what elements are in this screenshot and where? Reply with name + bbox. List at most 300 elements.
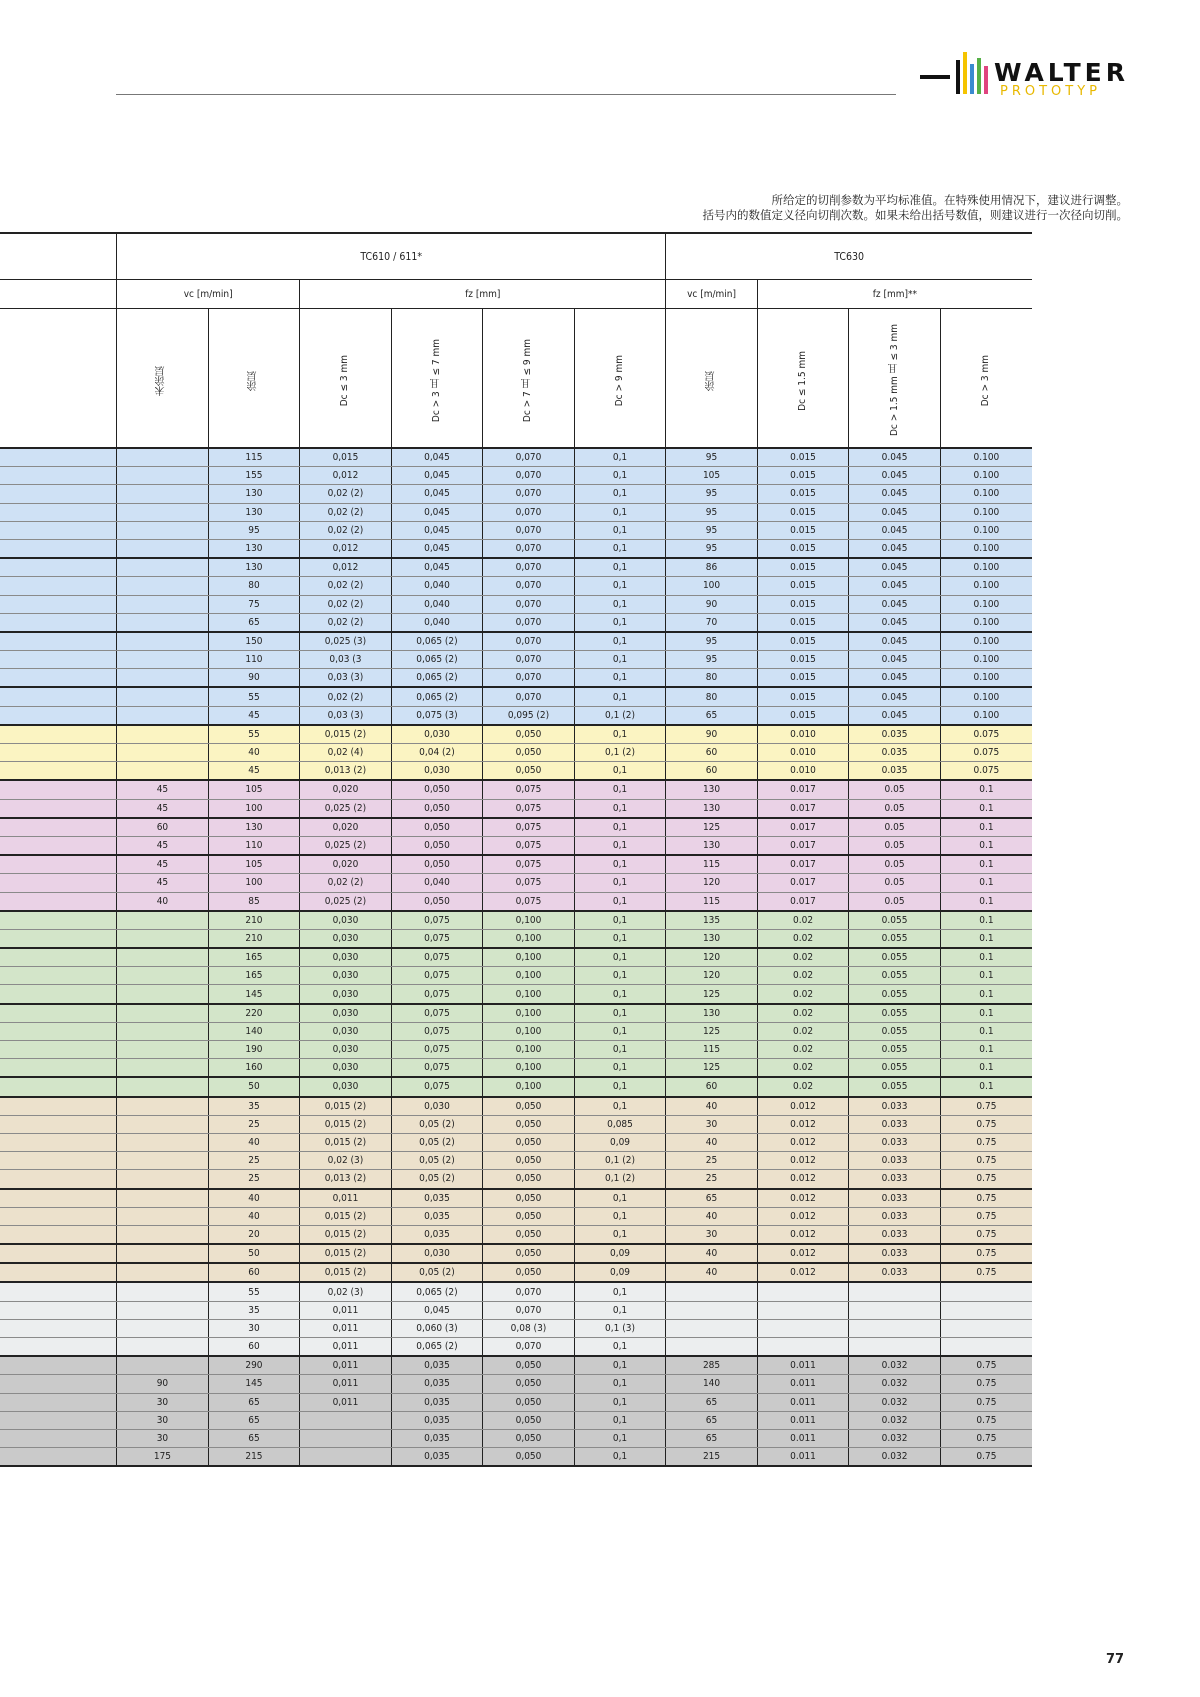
material-group-cell xyxy=(0,669,117,688)
table-cell: 0.055 xyxy=(849,1077,941,1096)
table-cell xyxy=(117,1189,209,1208)
table-cell: 155 xyxy=(208,467,300,485)
table-cell: 0.012 xyxy=(757,1115,849,1133)
table-row xyxy=(0,577,1032,595)
table-cell: 0.045 xyxy=(849,706,941,725)
table-cell: 65 xyxy=(666,706,758,725)
table-cell: 130 xyxy=(208,503,300,521)
material-group-cell xyxy=(0,1263,117,1282)
material-group-cell xyxy=(0,1225,117,1244)
table-cell xyxy=(849,1338,941,1357)
table-cell: 0,075 xyxy=(391,1022,483,1040)
table-cell: 95 xyxy=(666,521,758,539)
table-cell: 0,075 xyxy=(391,1041,483,1059)
table-cell: 0.035 xyxy=(849,744,941,762)
table-row xyxy=(0,485,1032,503)
table-cell: 115 xyxy=(666,1041,758,1059)
table-cell: 0,050 xyxy=(483,1411,575,1429)
material-group-cell xyxy=(0,1375,117,1393)
table-cell: 0,050 xyxy=(483,1429,575,1447)
table-cell: 0,1 xyxy=(574,558,666,577)
table-cell: 95 xyxy=(666,632,758,651)
table-cell: 40 xyxy=(666,1244,758,1263)
table-row xyxy=(0,948,1032,967)
table-cell: 40 xyxy=(666,1207,758,1225)
table-row xyxy=(0,632,1032,651)
table-cell: 0.032 xyxy=(849,1356,941,1375)
table-cell: 0,035 xyxy=(391,1225,483,1244)
table-cell: 0.075 xyxy=(940,725,1032,744)
table-cell xyxy=(117,948,209,967)
table-cell: 0.1 xyxy=(940,1041,1032,1059)
table-row xyxy=(0,613,1032,632)
table-row xyxy=(0,706,1032,725)
table-cell xyxy=(757,1282,849,1301)
table-cell: 0,045 xyxy=(391,467,483,485)
table-cell: 0.02 xyxy=(757,948,849,967)
table-cell: 0,070 xyxy=(483,503,575,521)
table-cell: 0,1 xyxy=(574,669,666,688)
table-cell: 0,045 xyxy=(391,539,483,558)
table-cell: 0,02 (2) xyxy=(300,613,392,632)
table-cell: 0,015 (2) xyxy=(300,1097,392,1116)
table-cell xyxy=(849,1301,941,1319)
table-row xyxy=(0,1375,1032,1393)
table-cell: 0.017 xyxy=(757,836,849,855)
table-cell: 90 xyxy=(666,725,758,744)
table-cell: 0,015 (2) xyxy=(300,1244,392,1263)
material-group-cell xyxy=(0,1059,117,1078)
material-group-cell xyxy=(0,651,117,669)
table-row xyxy=(0,1041,1032,1059)
table-cell xyxy=(117,448,209,467)
table-cell: 0,015 (2) xyxy=(300,725,392,744)
table-cell: 90 xyxy=(208,669,300,688)
table-cell: 0,030 xyxy=(391,1244,483,1263)
table-cell: 0.012 xyxy=(757,1170,849,1189)
table-cell: 65 xyxy=(208,613,300,632)
table-cell: 0.75 xyxy=(940,1375,1032,1393)
table-cell: 0.05 xyxy=(849,874,941,892)
table-cell: 0.015 xyxy=(757,558,849,577)
table-cell: 60 xyxy=(208,1263,300,1282)
table-cell: 0,075 xyxy=(483,836,575,855)
table-cell: 0,070 xyxy=(483,1338,575,1357)
table-cell: 0,025 (2) xyxy=(300,892,392,911)
table-cell: 150 xyxy=(208,632,300,651)
table-cell: 0.02 xyxy=(757,1041,849,1059)
table-cell: 105 xyxy=(208,780,300,799)
table-cell: 130 xyxy=(208,558,300,577)
table-cell xyxy=(757,1319,849,1337)
table-cell: 130 xyxy=(666,780,758,799)
table-cell: 0,1 xyxy=(574,725,666,744)
table-cell xyxy=(117,929,209,948)
table-row xyxy=(0,985,1032,1004)
table-cell xyxy=(757,1338,849,1357)
table-cell: 0,030 xyxy=(300,929,392,948)
material-group-cell xyxy=(0,892,117,911)
material-group-cell xyxy=(0,1319,117,1337)
table-cell: 0,02 (3) xyxy=(300,1152,392,1170)
table-cell: 30 xyxy=(666,1115,758,1133)
table-cell: 25 xyxy=(666,1152,758,1170)
table-cell: 0.75 xyxy=(940,1207,1032,1225)
table-cell: 0.033 xyxy=(849,1225,941,1244)
table-cell: 0,030 xyxy=(300,1041,392,1059)
table-cell: 0.017 xyxy=(757,799,849,818)
table-cell: 40 xyxy=(666,1097,758,1116)
table-cell: 0,075 xyxy=(483,818,575,837)
table-cell: 0.1 xyxy=(940,1004,1032,1023)
table-cell: 0,1 xyxy=(574,1097,666,1116)
table-cell: 0.100 xyxy=(940,613,1032,632)
table-cell xyxy=(666,1319,758,1337)
table-cell: 110 xyxy=(208,836,300,855)
table-cell: 25 xyxy=(666,1170,758,1189)
column-header-label: Dc > 1.5 mm 且 ≤ 3 mm xyxy=(888,324,900,437)
table-cell: 0.015 xyxy=(757,687,849,706)
material-group-cell xyxy=(0,1077,117,1096)
material-group-cell xyxy=(0,1244,117,1263)
table-cell: 130 xyxy=(666,836,758,855)
table-cell: 0.75 xyxy=(940,1170,1032,1189)
table-cell: 60 xyxy=(666,762,758,781)
table-cell: 0,045 xyxy=(391,448,483,467)
table-cell: 0,05 (2) xyxy=(391,1170,483,1189)
table-cell: 0,100 xyxy=(483,967,575,985)
table-cell: 0,100 xyxy=(483,1004,575,1023)
table-cell: 30 xyxy=(117,1411,209,1429)
table-cell xyxy=(666,1338,758,1357)
table-cell: 0.035 xyxy=(849,725,941,744)
material-group-cell xyxy=(0,1356,117,1375)
table-cell: 20 xyxy=(208,1225,300,1244)
table-corner xyxy=(0,233,117,280)
table-cell: 0,065 (2) xyxy=(391,1338,483,1357)
table-cell xyxy=(666,1301,758,1319)
table-cell: 0,050 xyxy=(483,1393,575,1411)
table-cell: 0.012 xyxy=(757,1152,849,1170)
table-cell: 0,065 (2) xyxy=(391,687,483,706)
table-row xyxy=(0,1004,1032,1023)
table-cell: 0,05 (2) xyxy=(391,1263,483,1282)
table-cell: 0,1 xyxy=(574,1338,666,1357)
table-cell xyxy=(117,1004,209,1023)
table-cell: 0.05 xyxy=(849,836,941,855)
material-group-cell xyxy=(0,1170,117,1189)
table-cell: 0.032 xyxy=(849,1393,941,1411)
logo-bar xyxy=(963,52,967,94)
table-cell: 0,050 xyxy=(391,892,483,911)
table-cell xyxy=(117,1022,209,1040)
table-cell: 80 xyxy=(666,669,758,688)
walter-logo xyxy=(920,44,1130,100)
table-cell: 0.011 xyxy=(757,1356,849,1375)
column-header-label: Dc ≤ 1.5 mm xyxy=(797,350,809,411)
column-header xyxy=(391,309,483,449)
table-cell xyxy=(117,911,209,930)
table-row xyxy=(0,467,1032,485)
table-row xyxy=(0,799,1032,818)
table-cell: 0,025 (2) xyxy=(300,799,392,818)
table-cell: 0,011 xyxy=(300,1356,392,1375)
table-cell: 0,075 xyxy=(483,855,575,874)
table-cell: 0,025 (2) xyxy=(300,836,392,855)
table-row xyxy=(0,818,1032,837)
table-cell: 0.75 xyxy=(940,1097,1032,1116)
table-cell: 0,035 xyxy=(391,1356,483,1375)
table-row xyxy=(0,1411,1032,1429)
table-cell: 0,011 xyxy=(300,1319,392,1337)
table-cell: 0,040 xyxy=(391,577,483,595)
table-cell: 95 xyxy=(208,521,300,539)
table-cell: 0,02 (2) xyxy=(300,595,392,613)
table-cell: 0,075 xyxy=(391,948,483,967)
table-cell xyxy=(117,595,209,613)
table-cell: 0,1 xyxy=(574,967,666,985)
table-cell: 0.1 xyxy=(940,874,1032,892)
table-cell: 0.100 xyxy=(940,706,1032,725)
table-cell: 0,075 xyxy=(391,967,483,985)
table-cell: 0,1 xyxy=(574,448,666,467)
material-group-cell xyxy=(0,558,117,577)
table-cell: 45 xyxy=(117,799,209,818)
table-cell: 45 xyxy=(117,836,209,855)
table-cell: 0,1 xyxy=(574,1225,666,1244)
table-cell: 0,02 (2) xyxy=(300,521,392,539)
table-cell: 0.033 xyxy=(849,1207,941,1225)
table-cell: 0.100 xyxy=(940,632,1032,651)
table-cell xyxy=(117,744,209,762)
table-cell: 0.055 xyxy=(849,1004,941,1023)
table-cell: 0.02 xyxy=(757,911,849,930)
table-row xyxy=(0,595,1032,613)
table-cell: 0.075 xyxy=(940,762,1032,781)
table-cell: 0,1 xyxy=(574,874,666,892)
table-cell: 0.75 xyxy=(940,1448,1032,1467)
table-cell: 115 xyxy=(666,855,758,874)
table-row xyxy=(0,1115,1032,1133)
table-cell: 0,02 (4) xyxy=(300,744,392,762)
column-header-label: 未涂层 xyxy=(156,365,168,396)
table-cell: 50 xyxy=(208,1077,300,1096)
table-cell: 40 xyxy=(208,1133,300,1151)
table-cell: 0,011 xyxy=(300,1189,392,1208)
table-cell: 0,070 xyxy=(483,521,575,539)
table-cell: 0,050 xyxy=(483,1133,575,1151)
table-cell xyxy=(117,1170,209,1189)
table-cell: 80 xyxy=(208,577,300,595)
table-cell: 0.100 xyxy=(940,651,1032,669)
table-cell: 0.1 xyxy=(940,985,1032,1004)
logo-dash xyxy=(920,75,950,79)
table-cell: 0.015 xyxy=(757,577,849,595)
table-cell: 0.1 xyxy=(940,1022,1032,1040)
table-cell: 0,070 xyxy=(483,577,575,595)
table-cell: 0,1 xyxy=(574,539,666,558)
table-cell: 0,040 xyxy=(391,613,483,632)
table-cell: 0,050 xyxy=(483,1356,575,1375)
table-cell xyxy=(117,1097,209,1116)
table-cell: 0,050 xyxy=(483,1263,575,1282)
logo-bar xyxy=(984,66,988,94)
table-cell: 0.1 xyxy=(940,911,1032,930)
table-cell: 0.045 xyxy=(849,687,941,706)
table-corner xyxy=(0,309,117,449)
page-number: 77 xyxy=(1106,1652,1125,1667)
table-cell: 0,012 xyxy=(300,558,392,577)
table-cell: 0,030 xyxy=(391,725,483,744)
table-cell: 0,035 xyxy=(391,1448,483,1467)
table-cell xyxy=(117,651,209,669)
table-cell: 0.011 xyxy=(757,1393,849,1411)
table-cell: 0.75 xyxy=(940,1356,1032,1375)
table-cell: 0.055 xyxy=(849,1022,941,1040)
material-group-cell xyxy=(0,706,117,725)
column-header-label: 涂层 xyxy=(247,370,259,391)
table-row xyxy=(0,539,1032,558)
table-cell: 130 xyxy=(208,485,300,503)
table-cell: 0.015 xyxy=(757,539,849,558)
table-cell: 40 xyxy=(208,1189,300,1208)
column-header xyxy=(574,309,666,449)
table-cell: 95 xyxy=(666,485,758,503)
table-cell: 65 xyxy=(208,1411,300,1429)
material-group-cell xyxy=(0,1448,117,1467)
table-cell xyxy=(117,1338,209,1357)
table-cell: 130 xyxy=(666,1004,758,1023)
table-cell: 0,011 xyxy=(300,1338,392,1357)
table-cell: 40 xyxy=(208,744,300,762)
table-cell: 0.015 xyxy=(757,485,849,503)
table-cell: 0.055 xyxy=(849,948,941,967)
table-cell xyxy=(300,1429,392,1447)
table-cell: 0.015 xyxy=(757,503,849,521)
table-cell: 0,03 (3) xyxy=(300,669,392,688)
table-cell: 0.010 xyxy=(757,725,849,744)
table-cell: 0.1 xyxy=(940,855,1032,874)
table-cell: 0,030 xyxy=(391,762,483,781)
table-cell: 0,035 xyxy=(391,1411,483,1429)
subheader-fz-tc610: fz [mm] xyxy=(300,280,666,309)
table-cell: 0.100 xyxy=(940,687,1032,706)
logo-bar xyxy=(970,64,974,94)
table-cell: 0.010 xyxy=(757,744,849,762)
table-cell: 95 xyxy=(666,448,758,467)
table-cell: 0,065 (2) xyxy=(391,1282,483,1301)
table-cell: 0,020 xyxy=(300,818,392,837)
table-cell: 0.1 xyxy=(940,967,1032,985)
material-group-cell xyxy=(0,1189,117,1208)
table-cell: 0,050 xyxy=(483,1097,575,1116)
table-cell: 0.05 xyxy=(849,818,941,837)
table-cell: 40 xyxy=(117,892,209,911)
table-cell: 0,070 xyxy=(483,595,575,613)
table-row xyxy=(0,1429,1032,1447)
table-cell: 0,070 xyxy=(483,651,575,669)
table-cell: 0,070 xyxy=(483,558,575,577)
table-cell: 120 xyxy=(666,874,758,892)
material-group-cell xyxy=(0,874,117,892)
table-cell: 0.1 xyxy=(940,836,1032,855)
table-cell: 0.100 xyxy=(940,558,1032,577)
table-cell: 55 xyxy=(208,1282,300,1301)
table-cell: 75 xyxy=(208,595,300,613)
table-row xyxy=(0,967,1032,985)
table-cell: 0.75 xyxy=(940,1244,1032,1263)
table-cell: 30 xyxy=(117,1393,209,1411)
table-cell: 145 xyxy=(208,1375,300,1393)
material-group-cell xyxy=(0,967,117,985)
table-cell: 0.032 xyxy=(849,1375,941,1393)
column-header-label: Dc ≤ 3 mm xyxy=(339,354,351,407)
table-cell: 0.045 xyxy=(849,485,941,503)
table-cell: 0,030 xyxy=(300,1022,392,1040)
table-cell: 0,030 xyxy=(300,911,392,930)
table-cell: 0.015 xyxy=(757,669,849,688)
table-cell: 0,030 xyxy=(300,985,392,1004)
table-cell: 215 xyxy=(208,1448,300,1467)
table-cell: 0.015 xyxy=(757,448,849,467)
table-cell: 45 xyxy=(117,874,209,892)
table-cell: 0,1 xyxy=(574,1077,666,1096)
table-cell: 0,070 xyxy=(483,687,575,706)
table-cell: 165 xyxy=(208,948,300,967)
table-cell: 45 xyxy=(117,780,209,799)
header-rule xyxy=(116,94,896,95)
table-cell xyxy=(666,1282,758,1301)
table-cell xyxy=(117,577,209,595)
table-cell: 30 xyxy=(666,1225,758,1244)
table-cell: 0,02 (2) xyxy=(300,874,392,892)
table-cell: 0,05 (2) xyxy=(391,1133,483,1151)
table-cell: 0.012 xyxy=(757,1244,849,1263)
table-cell: 0.011 xyxy=(757,1448,849,1467)
material-group-cell xyxy=(0,929,117,948)
table-cell: 30 xyxy=(117,1429,209,1447)
material-group-cell xyxy=(0,595,117,613)
table-cell xyxy=(940,1319,1032,1337)
table-cell: 0.015 xyxy=(757,706,849,725)
table-cell: 0,100 xyxy=(483,1022,575,1040)
material-group-cell xyxy=(0,1004,117,1023)
table-cell: 0,09 xyxy=(574,1263,666,1282)
table-cell xyxy=(117,467,209,485)
table-cell: 0,075 xyxy=(483,874,575,892)
table-cell: 0,1 xyxy=(574,1393,666,1411)
table-cell: 0,050 xyxy=(483,1448,575,1467)
material-group-cell xyxy=(0,467,117,485)
group-header-tc630: TC630 xyxy=(666,233,1032,280)
table-cell: 0.055 xyxy=(849,1041,941,1059)
table-cell: 110 xyxy=(208,651,300,669)
cutting-data-table xyxy=(0,232,1032,1467)
table-cell: 0.75 xyxy=(940,1225,1032,1244)
table-cell: 100 xyxy=(208,799,300,818)
table-row xyxy=(0,448,1032,467)
table-cell: 0.012 xyxy=(757,1189,849,1208)
column-header xyxy=(849,309,941,449)
table-cell: 0,100 xyxy=(483,929,575,948)
table-cell: 0,1 xyxy=(574,762,666,781)
table-cell: 0.045 xyxy=(849,595,941,613)
material-group-cell xyxy=(0,613,117,632)
table-row xyxy=(0,1133,1032,1151)
table-cell: 0.032 xyxy=(849,1411,941,1429)
table-cell: 0.1 xyxy=(940,948,1032,967)
table-cell: 0,075 xyxy=(483,780,575,799)
